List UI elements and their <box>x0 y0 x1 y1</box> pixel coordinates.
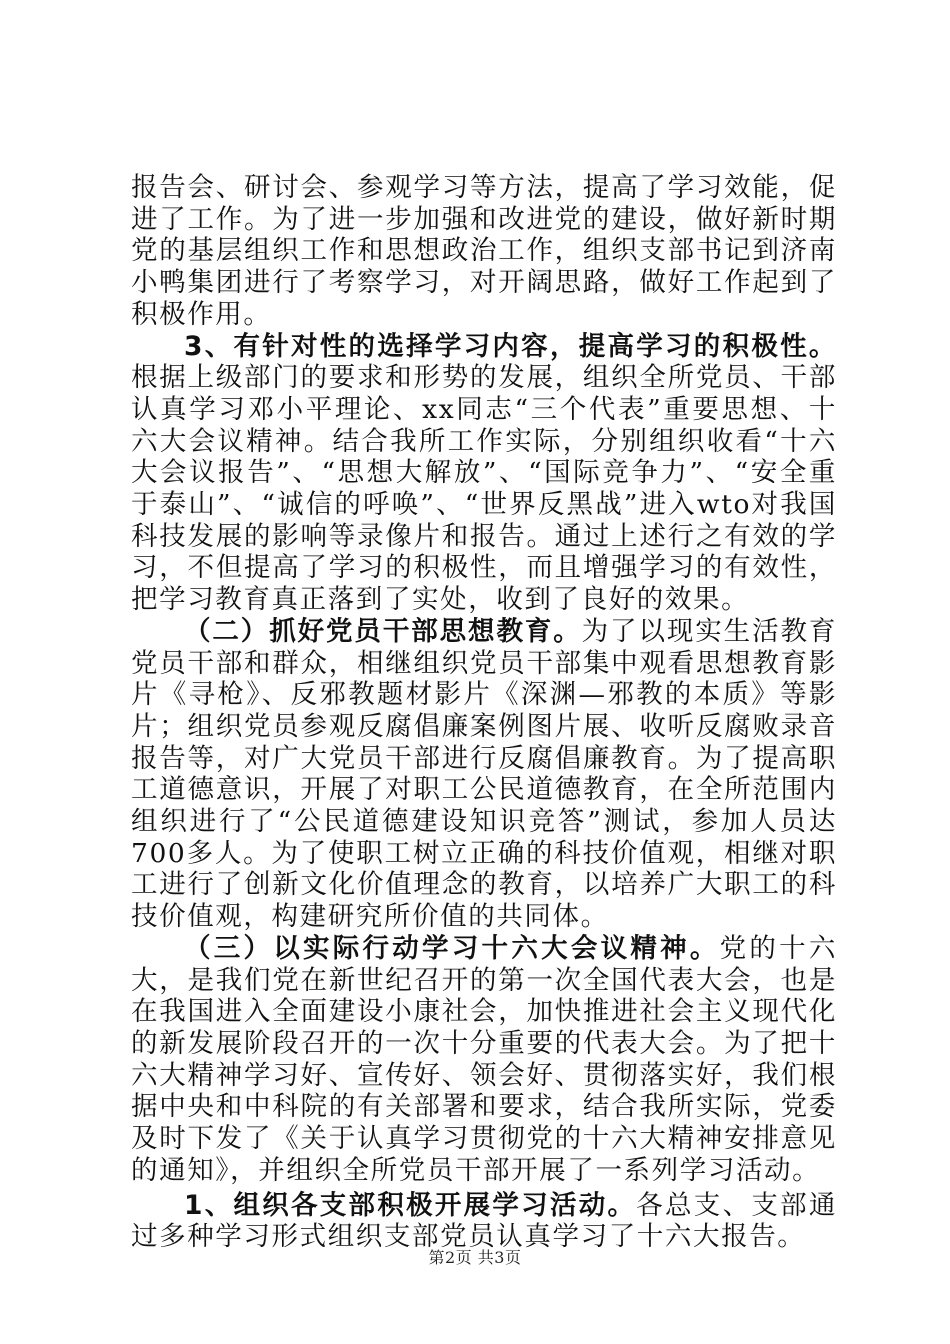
paragraph-text: 党的十六大，是我们党在新世纪召开的第一次全国代表大会，也是在我国进入全面建设小康社会，加快推进社会主义现代化的新发展阶段召开的一次十分重要的代表大会。为了把十六大精神学习好、宣传好、领会好、贯彻落实好，我们根据中央和中科院的有关部署和要求，结合我所实际，党委及时下发了《关于认真学习贯彻党的十六大精神安排意见的通知》，并组织全所党员干部开展了一系列学习活动。 <box>131 932 837 1186</box>
paragraph-text: 报告会、研讨会、参观学习等方法，提高了学习效能，促进了工作。为了进一步加强和改进党的建设，做好新时期党的基层组织工作和思想政治工作，组织支部书记到济南小鸭集团进行了考察学习，对开阔思路，做好工作起到了积极作用。 <box>131 172 837 330</box>
paragraph-lead: （二）抓好党员干部思想教育。 <box>184 615 582 647</box>
paragraph-lead: 1、组织各支部积极开展学习活动。 <box>184 1189 637 1221</box>
paragraph-text: 为了以现实生活教育党员干部和群众，相继组织党员干部集中观看思想教育影片《寻枪》、反邪教题材影片《深渊—邪教的本质》等影片；组织党员参观反腐倡廉案例图片展、收听反腐败录音报告等，对广大党员干部进行反腐倡廉教育。为了提高职工道德意识，开展了对职工公民道德教育，在全所范围内组织进行了“公民道德建设知识竞答”测试，参加人员达700多人。为了使职工树立正确的科技价值观，相继对职工进行了创新文化价值理念的教育，以培养广大职工的科技价值观，构建研究所价值的共同体。 <box>131 615 837 933</box>
paragraph-continuation <box>131 172 837 331</box>
paragraph-item-3 <box>131 331 837 616</box>
page-number-footer: 第2页 共3页 <box>428 1248 522 1267</box>
paragraph-lead: 3、有针对性的选择学习内容，提高学习的积极性。 <box>184 330 837 362</box>
paragraph-item-1 <box>131 1190 837 1253</box>
paragraph-text: 各总支、支部通过多种学习形式组织支部党员认真学习了十六大报告。 <box>131 1189 837 1253</box>
document-body <box>131 172 837 1253</box>
paragraph-text: 根据上级部门的要求和形势的发展，组织全所党员、干部认真学习邓小平理论、xx同志“三个代表”重要思想、十六大会议精神。结合我所工作实际，分别组织收看“十六大会议报告”、“思想大解放”、“国际竞争力”、“安全重于泰山”、“诚信的呼唤”、“世界反黑战”进入wto对我国科技发展的影响等录像片和报告。通过上述行之有效的学习，不但提高了学习的积极性，而且增强学习的有效性，把学习教育真正落到了实处，收到了良好的效果。 <box>131 362 837 616</box>
paragraph-section-3 <box>131 933 837 1187</box>
paragraph-section-2 <box>131 616 837 933</box>
paragraph-lead: （三）以实际行动学习十六大会议精神。 <box>184 932 720 964</box>
